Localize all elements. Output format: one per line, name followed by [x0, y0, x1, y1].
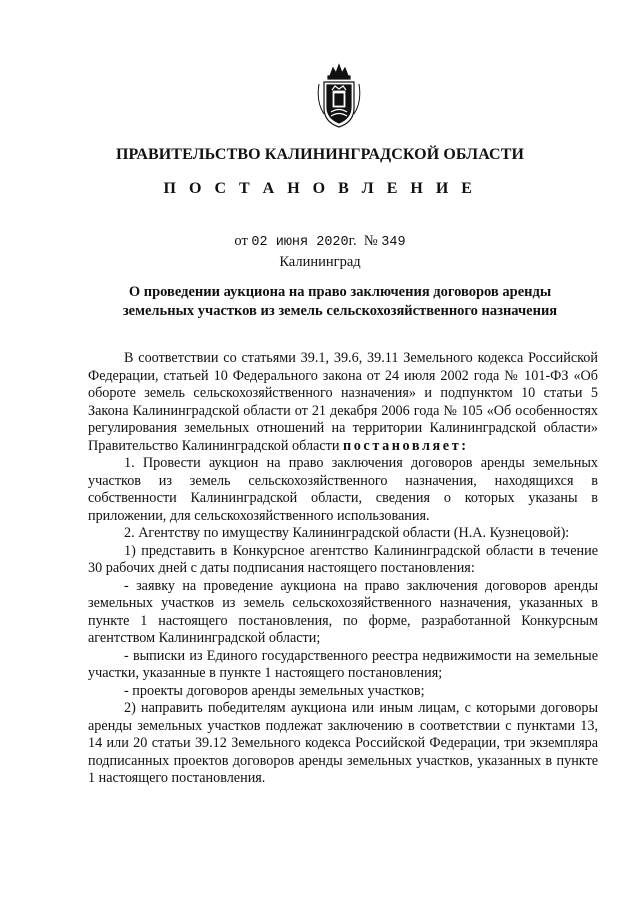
number-sign: №	[363, 233, 378, 249]
document-number: 349	[381, 235, 406, 250]
resolution-keyword: постановляет:	[342, 437, 469, 454]
date-prefix: от	[234, 233, 248, 249]
document-type: П О С Т А Н О В Л Е Н И Е	[163, 180, 477, 197]
paragraph-bullet-extracts: - выписки из Единого государственного реестра недвижимости на земельные участки, указанные в пункте 1 настоящего постановления;	[88, 647, 598, 681]
document-city: Калининград	[279, 254, 361, 270]
paragraph-bullet-application: - заявку на проведение аукциона на право заключения договоров аренды земельных участков из земель сельскохозяйственного назначения, указанных в пункте 1 настоящего постановления, по форме, разработанной Конкурсным агентством Калининградской области;	[88, 577, 598, 646]
paragraph-subitem-1: 1) представить в Конкурсное агентство Калининградской области в течение 30 рабочих дней с даты подписания настоящего постановления:	[88, 542, 598, 576]
paragraph-item-2: 2. Агентству по имуществу Калининградской области (Н.А. Кузнецовой):	[124, 525, 570, 541]
paragraph-subitem-2: 2) направить победителям аукциона или иным лицам, с которыми договоры аренды земельных участков подлежат заключению в соответствии с пунктами 13, 14 или 20 статьи 39.12 Земельного кодекса Российской Федерации, три экземпляра подписанных проектов договоров аренды земельных участков, указанных в пункте 1 настоящего постановления.	[88, 700, 598, 786]
organization-name: ПРАВИТЕЛЬСТВО КАЛИНИНГРАДСКОЙ ОБЛАСТИ	[115, 146, 525, 163]
date-suffix: г.	[348, 233, 357, 249]
coat-of-arms-emblem	[316, 60, 362, 130]
paragraph-preamble	[88, 350, 598, 455]
preamble-text: В соответствии со статьями 39.1, 39.6, 39.11 Земельного кодекса Российской Федерации, статьей 10 Федерального закона от 24 июля 2002 года № 101-ФЗ «Об обороте земель сельскохозяйственного назначения» и подпунктом 10 статьи 5 Закона Калининградской области от 21 декабря 2006 года № 105 «Об особенностях регулирования земельных отношений на территории Калининградской области» Правительство Калининградской области	[88, 350, 598, 454]
document-date: 02 июня 2020	[251, 235, 349, 250]
paragraph-item-1: 1. Провести аукцион на право заключения договоров аренды земельных участков из земель сельскохозяйственного назначения, находящихся в собственности Калининградской области, сведения о которых указаны в приложении, для сельскохозяйственного использования.	[88, 455, 598, 524]
title-line-1: О проведении аукциона на право заключения договоров аренды	[128, 284, 552, 300]
document-body	[88, 350, 598, 788]
paragraph-bullet-drafts: - проекты договоров аренды земельных участков;	[124, 682, 425, 699]
document-title	[110, 283, 570, 321]
date-number-line	[0, 233, 640, 250]
title-line-2: земельных участков из земель сельскохозяйственного назначения	[122, 303, 558, 319]
